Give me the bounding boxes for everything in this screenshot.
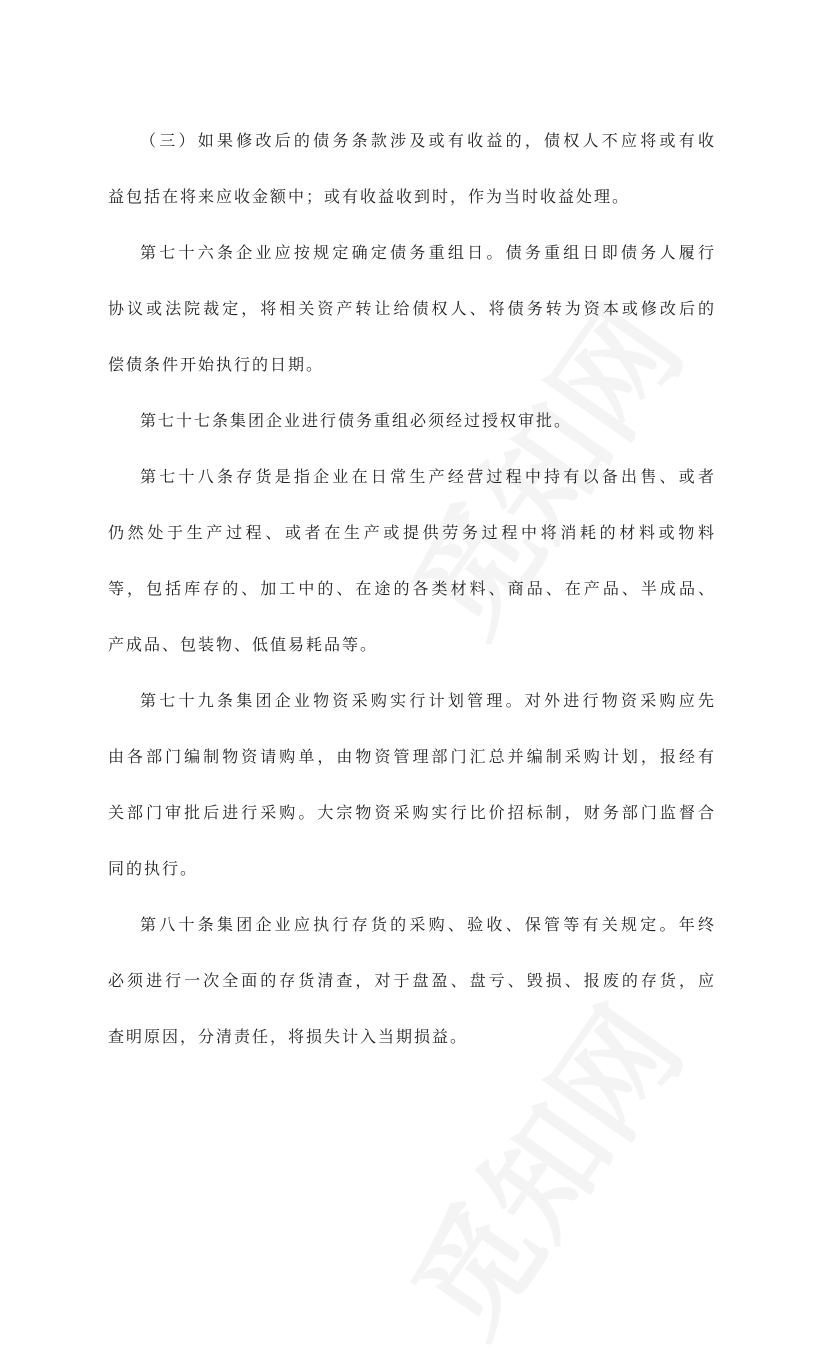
text-line: 必须进行一次全面的存货清查，对于盘盈、盘亏、毁损、报废的存货，应 (108, 971, 716, 990)
document-body (108, 113, 716, 1065)
text-line: 偿债条件开始执行的日期。 (108, 355, 325, 374)
paragraph (108, 393, 716, 449)
text-line: 同的执行。 (108, 859, 199, 878)
text-line: 由各部门编制物资请购单，由物资管理部门汇总并编制采购计划，报经有 (108, 747, 716, 766)
text-line: 第八十条集团企业应执行存货的采购、验收、保管等有关规定。年终 (140, 915, 716, 934)
text-line: 第七十九条集团企业物资采购实行计划管理。对外进行物资采购应先 (140, 691, 716, 710)
paragraph (108, 449, 716, 673)
paragraph (108, 673, 716, 897)
text-line: 仍然处于生产过程、或者在生产或提供劳务过程中将消耗的材料或物料 (108, 523, 716, 542)
paragraph (108, 897, 716, 1065)
text-line: 关部门审批后进行采购。大宗物资采购实行比价招标制，财务部门监督合 (108, 803, 716, 822)
text-line: 第七十六条企业应按规定确定债务重组日。债务重组日即债务人履行 (140, 243, 716, 262)
paragraph (108, 113, 716, 225)
text-line: 第七十七条集团企业进行债务重组必须经过授权审批。 (140, 411, 573, 430)
paragraph (108, 225, 716, 393)
text-line: 等，包括库存的、加工中的、在途的各类材料、商品、在产品、半成品、 (108, 579, 716, 598)
text-line: 益包括在将来应收金额中；或有收益收到时，作为当时收益处理。 (108, 187, 631, 206)
text-line: （三）如果修改后的债务条款涉及或有收益的，债权人不应将或有收 (140, 131, 716, 150)
text-line: 产成品、包装物、低值易耗品等。 (108, 635, 379, 654)
text-line: 协议或法院裁定，将相关资产转让给债权人、将债务转为资本或修改后的 (108, 299, 716, 318)
text-line: 第七十八条存货是指企业在日常生产经营过程中持有以备出售、或者 (140, 467, 716, 486)
text-line: 查明原因，分清责任，将损失计入当期损益。 (108, 1027, 469, 1046)
